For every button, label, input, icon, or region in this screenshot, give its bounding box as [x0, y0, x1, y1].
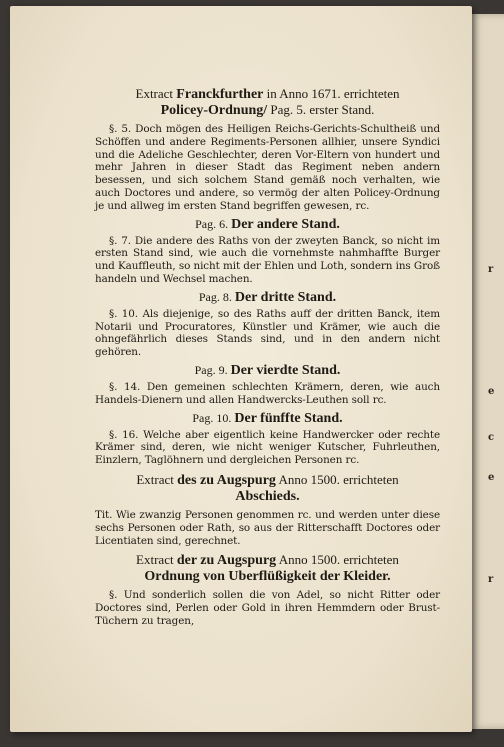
- heading-city: Franckfurther: [176, 87, 264, 102]
- subheading-second-estate: [95, 217, 440, 232]
- heading-page-ref: Pag. 5. erster Stand.: [270, 102, 375, 117]
- underpage-fragment: r: [488, 574, 494, 585]
- underpage-fragment: e: [488, 386, 495, 397]
- page-ref: Pag. 9.: [194, 362, 228, 377]
- heading-prefix: Extract: [136, 471, 174, 487]
- underlying-page-edge: [470, 14, 504, 729]
- extract-heading-frankfurt: [95, 86, 440, 118]
- subheading-third-estate: [95, 290, 440, 305]
- paragraph-second-estate: §. 7. Die andere des Raths von der zweyten Banck, so nicht im ersten Stand sind, wie auch die vornehmste nahmhaffte Burger und Kauffleuth, so nicht mit der Ehlen und Loth, sondern ins Groß handeln und Wechsel machen.: [95, 234, 440, 285]
- subheading-fifth-estate: [95, 411, 440, 426]
- underpage-fragment: r: [488, 264, 494, 275]
- heading-city: des zu Augspurg: [177, 472, 276, 488]
- document-text-block: [95, 86, 440, 628]
- estate-title: Der vierdte Stand.: [230, 362, 341, 378]
- underpage-fragment: c: [488, 432, 495, 443]
- paragraph-title-rule: Tit. Wie zwanzig Personen genommen rc. und werden unter diese sechs Personen oder Rath, so aus der Ritterschafft Doctores oder Licentiaten sind, gerechnet.: [95, 508, 440, 547]
- paragraph-clothing-rule: §. Und sonderlich sollen die von Adel, so nicht Ritter oder Doctores sind, Perlen oder Gold in ihren Hemmdern oder Brust-Tüchern zu tragen,: [95, 589, 440, 627]
- page-ref: Pag. 10.: [192, 410, 232, 425]
- subheading-fourth-estate: [95, 363, 440, 378]
- document-page: [10, 6, 472, 732]
- extract-heading-augsburg-recess: [95, 472, 440, 504]
- heading-document: Abschieds.: [235, 488, 300, 504]
- heading-prefix: Extract: [135, 86, 174, 101]
- heading-date: Anno 1500. errichteten: [278, 552, 399, 568]
- extract-heading-augsburg-clothing: [95, 552, 440, 584]
- estate-title: Der andere Stand.: [231, 216, 340, 232]
- estate-title: Der fünffte Stand.: [234, 410, 343, 426]
- page-ref: Pag. 8.: [198, 289, 232, 304]
- underpage-fragment: e: [488, 472, 495, 483]
- heading-date: Anno 1500. errichteten: [278, 471, 399, 487]
- paragraph-first-estate: §. 5. Doch mögen des Heiligen Reichs-Gerichts-Schultheiß und Schöffen und andere Regiments-Personen allhier, unsere Syndici und die Adeliche Geschlechter, deren Vor-Eltern von hundert und mehr Jahren in dieser Stadt das Regiment neben andern besessen, und sich solchem Stand gemäß noch verhalten, wie auch Doctores und andere, so vermög der alten Policey-Ordnung je und allweg im ersten Stand begriffen gewesen, rc.: [95, 123, 440, 212]
- paragraph-fifth-estate: §. 16. Welche aber eigentlich keine Handwercker oder rechte Krämer sind, deren, wie nicht weniger Kutscher, Fuhrleuthen, Einzlern, Taglöhnern und dergleichen Personen rc.: [95, 428, 440, 467]
- heading-ordinance: Policey-Ordnung/: [160, 103, 268, 118]
- heading-date: in Anno 1671. errichteten: [266, 86, 400, 101]
- estate-title: Der dritte Stand.: [234, 289, 337, 305]
- heading-city: der zu Augspurg: [176, 553, 277, 569]
- paragraph-third-estate: §. 10. Als diejenige, so des Raths auff der dritten Banck, item Notarii und Procuratores, Künstler und Krämer, wie auch die ohngefährlich dieses Stands sind, und in den andern nicht gehören.: [95, 307, 440, 359]
- heading-document: Ordnung von Uberflüßigkeit der Kleider.: [144, 569, 391, 585]
- paragraph-fourth-estate: §. 14. Den gemeinen schlechten Krämern, deren, wie auch Handels-Dienern und allen Handwercks-Leuthen soll rc.: [95, 380, 440, 406]
- heading-prefix: Extract: [136, 552, 174, 568]
- page-ref: Pag. 6.: [195, 216, 229, 231]
